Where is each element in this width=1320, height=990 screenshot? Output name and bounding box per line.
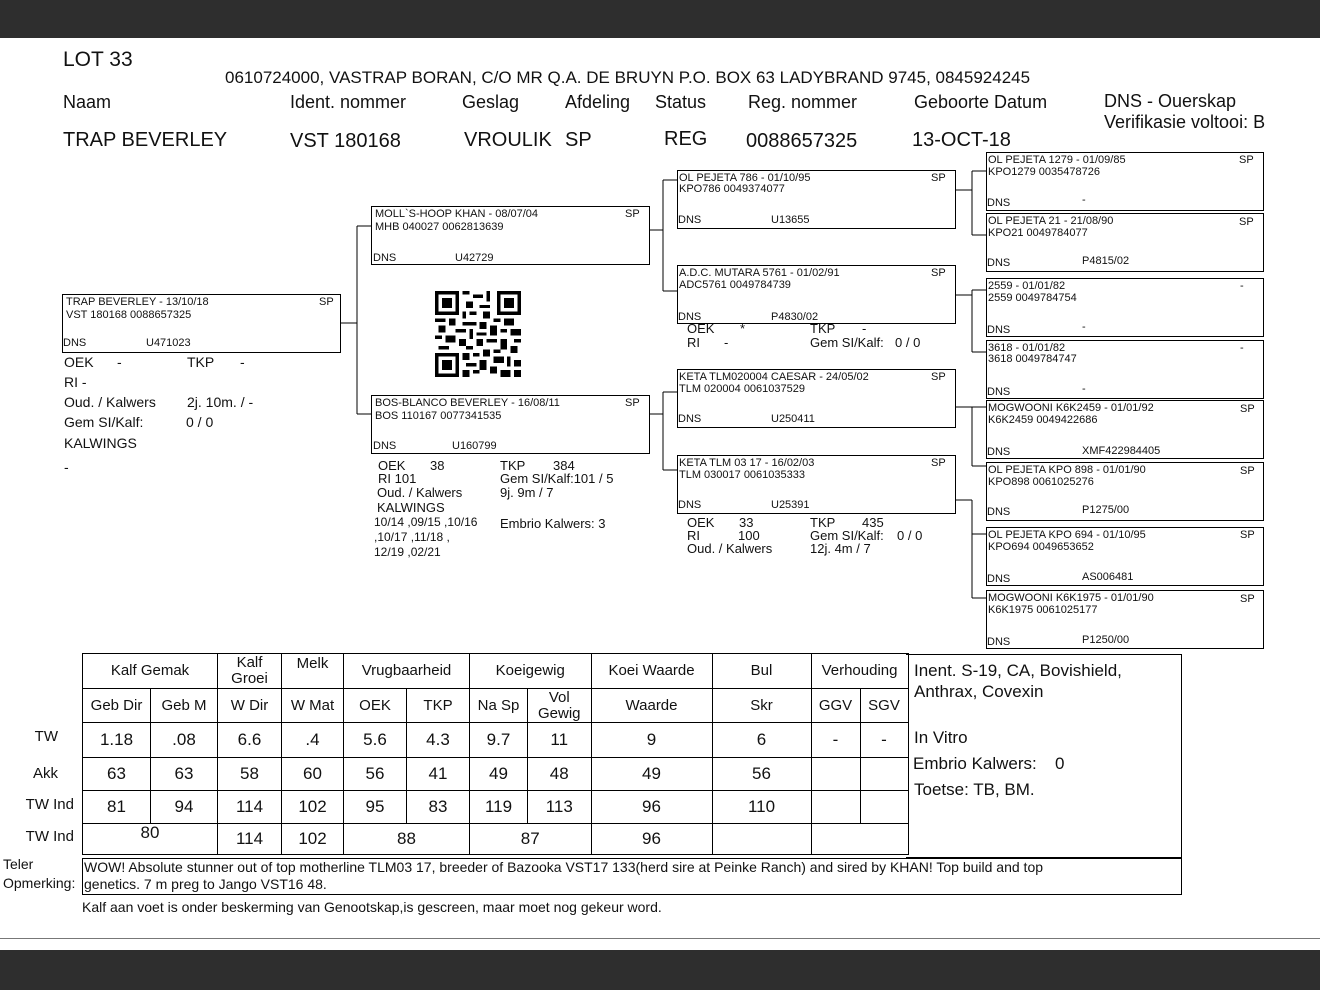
header-dns-ouerskap: DNS - Ouerskap (1104, 91, 1237, 111)
gp-oek: OEK (687, 515, 715, 530)
group-verhouding: Verhouding (811, 654, 908, 689)
tw-ind-group-cell: 87 (470, 824, 592, 855)
gp-ids: KPO786 0049374077 (679, 183, 785, 195)
row-label-tw: TW (34, 728, 58, 745)
gp-title: OL PEJETA 786 - 01/10/95 (679, 172, 811, 184)
ggp-dns: DNS (987, 257, 1011, 269)
tw-ind-cell: 114 (218, 791, 282, 824)
ggp-ids: KPO21 0049784077 (988, 227, 1088, 239)
tw-cell: 11 (528, 723, 592, 758)
sub-ggv: GGV (811, 689, 860, 723)
gp-sp: SP (931, 267, 946, 279)
tw-cell: 9 (591, 723, 712, 758)
gp-dns: DNS (678, 214, 702, 226)
tw-ind-cell: 96 (591, 791, 712, 824)
ggp-dns-value: P1250/00 (1082, 634, 1130, 646)
ggp-ids: K6K2459 0049422686 (988, 414, 1098, 426)
ggp-ids: KPO1279 0035478726 (988, 166, 1100, 178)
subject-gem-label: Gem SI/Kalf: (64, 414, 144, 430)
subject-dns-value: U471023 (146, 337, 191, 349)
dam-oek-value: 38 (430, 458, 445, 473)
gp-dns: DNS (678, 413, 702, 425)
group-koeigewig: Koeigewig (470, 654, 592, 689)
header-verifikasie: Verifikasie voltooi: B (1104, 112, 1266, 132)
dam-kalwing-dates-2: ,10/17 ,11/18 , (374, 530, 450, 544)
akk-cell (811, 758, 860, 791)
subject-ids: VST 180168 0088657325 (66, 309, 192, 321)
subject-kalwings-value: - (64, 459, 69, 475)
dam-kalwing-dates-3: 12/19 ,02/21 (374, 545, 441, 559)
gp-gem: Gem SI/Kalf: (810, 335, 884, 350)
gp-tkp-value: 435 (862, 515, 884, 530)
subject-oud-label: Oud. / Kalwers (64, 394, 156, 410)
gp-tkp: TKP (810, 515, 836, 530)
gp-ri-value: - (724, 335, 729, 350)
sire-box (371, 206, 650, 265)
remark-text-2: genetics. 7 m preg to Jango VST16 48. (84, 876, 327, 892)
dam-gem: Gem SI/Kalf:101 / 5 (500, 471, 614, 486)
sire-ids: MHB 040027 0062813639 (375, 221, 504, 233)
sire-sp: SP (625, 208, 640, 220)
gp-ri: RI (687, 528, 700, 543)
gp-ids: TLM 030017 0061035333 (679, 469, 805, 481)
gp-sp: SP (931, 172, 946, 184)
ggp-dns-value: P4815/02 (1082, 255, 1130, 267)
gp-dns-value: U13655 (771, 214, 810, 226)
dam-ids: BOS 110167 0077341535 (375, 410, 502, 422)
gp-oud-value: 12j. 4m / 7 (810, 541, 871, 556)
ggp-sp: SP (1240, 529, 1255, 541)
ggp-ids: KPO694 0049653652 (988, 541, 1094, 553)
embrio-label: Embrio Kalwers: (913, 754, 1037, 773)
ggp-sp: SP (1240, 593, 1255, 605)
ggp-box (986, 340, 1264, 399)
subject-kalwings: KALWINGS (64, 435, 137, 451)
gp-ids: TLM 020004 0061037529 (679, 383, 805, 395)
ggp-box (986, 400, 1264, 459)
gp-oek: OEK (687, 321, 715, 336)
animal-afdeling: SP (565, 129, 592, 151)
ggp-title: OL PEJETA 21 - 21/08/90 (988, 215, 1114, 227)
subject-tkp: TKP (187, 354, 215, 370)
tw-ind-cell: 119 (470, 791, 528, 824)
ggp-box (986, 213, 1264, 272)
gp-dns-value: U25391 (771, 499, 810, 511)
ggp-ids: KPO898 0061025276 (988, 476, 1094, 488)
remark-text-1: WOW! Absolute stunner out of top motherline TLM03 17, breeder of Bazooka VST17 133(herd sire at Peinke Ranch) and sired by KHAN! Top build and top (84, 859, 1044, 875)
ggp-box (986, 590, 1264, 649)
tw-ind-cell: 83 (407, 791, 470, 824)
gp-box (677, 170, 956, 229)
sub-skr: Skr (712, 689, 811, 723)
sub-tkp: TKP (407, 689, 470, 723)
ggp-dns-value: - (1082, 321, 1086, 333)
gp-dns-value: U250411 (771, 413, 815, 425)
row-label-tw-ind: TW Ind (25, 796, 74, 813)
ggp-ids: K6K1975 0061025177 (988, 604, 1098, 616)
tw-cell: 1.18 (83, 723, 151, 758)
subject-oek: OEK (64, 354, 94, 370)
dam-box (371, 395, 650, 454)
ggp-sp: SP (1240, 465, 1255, 477)
sub-sgv: SGV (860, 689, 908, 723)
gp-oek-value: 33 (739, 515, 754, 530)
tw-ind-cell: 102 (282, 791, 344, 824)
ggp-sp: SP (1240, 403, 1255, 415)
subject-sp: SP (319, 296, 334, 308)
in-vitro: In Vitro (914, 728, 968, 747)
tw-ind-cell: 110 (712, 791, 811, 824)
subject-title: TRAP BEVERLEY - 13/10/18 (66, 296, 209, 308)
sub-w-dir: W Dir (218, 689, 282, 723)
subject-ri: RI - (64, 374, 87, 390)
tw-ind-group-cell: 88 (344, 824, 470, 855)
tw-cell: 5.6 (344, 723, 407, 758)
group-kalf-gemak: Kalf Gemak (83, 654, 218, 689)
dam-dns-value: U160799 (452, 440, 497, 452)
subject-oek-value: - (117, 354, 122, 370)
subject-tkp-value: - (240, 354, 245, 370)
animal-naam: TRAP BEVERLEY (63, 129, 228, 151)
inent-line-1: Inent. S-19, CA, Bovishield, (914, 661, 1122, 680)
dam-sp: SP (625, 397, 640, 409)
ggp-sp: SP (1239, 154, 1254, 166)
dam-tkp: TKP (500, 458, 526, 473)
row-label-tw-ind: TW Ind (25, 828, 74, 845)
gp-box (677, 455, 956, 514)
dam-oud-value: 9j. 9m / 7 (500, 485, 554, 500)
tw-cell: 6.6 (218, 723, 282, 758)
gp-ids: ADC5761 0049784739 (679, 279, 791, 291)
akk-cell: 41 (407, 758, 470, 791)
gp-sp: SP (931, 457, 946, 469)
akk-cell: 49 (470, 758, 528, 791)
tw-ind-group-cell: 96 (591, 824, 712, 855)
teler-label: Teler (3, 856, 34, 872)
row-label-akk: Akk (32, 765, 58, 782)
tw-ind-group-cell (811, 824, 908, 855)
gp-box (677, 369, 956, 428)
tw-cell: - (811, 723, 860, 758)
ggp-title: OL PEJETA 1279 - 01/09/85 (988, 154, 1126, 166)
inent-line-2: Anthrax, Covexin (914, 682, 1044, 701)
tw-cell: 4.3 (407, 723, 470, 758)
ggp-title: 2559 - 01/01/82 (988, 280, 1066, 292)
gp-title: KETA TLM 03 17 - 16/02/03 (679, 457, 815, 469)
header-naam: Naam (63, 92, 112, 112)
akk-cell: 48 (528, 758, 592, 791)
gp-gem-value: 0 / 0 (897, 528, 923, 543)
dam-embrio: Embrio Kalwers: 3 (500, 516, 606, 531)
animal-geslag: VROULIK (464, 129, 552, 151)
gp-tkp: TKP (810, 321, 836, 336)
sub-na-sp: Na Sp (470, 689, 528, 723)
group-bul: Bul (712, 654, 811, 689)
gp-gem: Gem SI/Kalf: (810, 528, 884, 543)
subject-gem-value: 0 / 0 (186, 414, 214, 430)
subject-box (62, 294, 341, 353)
tw-ind-cell: 113 (528, 791, 592, 824)
animal-geboorte: 13-OCT-18 (912, 129, 1011, 151)
ggp-dns-value: P1275/00 (1082, 504, 1130, 516)
ggp-dns: DNS (987, 506, 1011, 518)
ggp-dns: DNS (987, 324, 1011, 336)
ggp-title: OL PEJETA KPO 898 - 01/01/90 (988, 464, 1146, 476)
gp-box (677, 265, 956, 324)
ggp-title: 3618 - 01/01/82 (988, 342, 1066, 354)
subject-oud-value: 2j. 10m. / - (187, 394, 254, 410)
header-afdeling: Afdeling (565, 92, 631, 112)
tw-ind-cell: 94 (151, 791, 218, 824)
header-geslag: Geslag (462, 92, 520, 112)
ggp-dns: DNS (987, 197, 1011, 209)
ggp-box (986, 278, 1264, 337)
tw-ind-group-cell (712, 824, 811, 855)
footnote: Kalf aan voet is onder beskerming van Genootskap,is gescreen, maar moet nog gekeur word. (82, 899, 662, 915)
sub-geb-dir: Geb Dir (83, 689, 151, 723)
dam-oud: Oud. / Kalwers (377, 485, 463, 500)
ggp-title: MOGWOONI K6K2459 - 01/01/92 (988, 402, 1154, 414)
lot-number: LOT 33 (63, 48, 133, 71)
tw-ind-cell: 95 (344, 791, 407, 824)
header-status: Status (655, 92, 707, 112)
group-kalf-groei: Kalf Groei (218, 654, 282, 689)
akk-cell: 63 (151, 758, 218, 791)
sub-geb-m: Geb M (151, 689, 218, 723)
group-koei-waarde: Koei Waarde (591, 654, 712, 689)
ggp-box (986, 152, 1264, 211)
tw-ind-group-cell: 80 (83, 824, 218, 855)
toetse: Toetse: TB, BM. (914, 780, 1035, 799)
tw-cell: - (860, 723, 908, 758)
akk-cell: 56 (712, 758, 811, 791)
gp-tkp-value: - (862, 321, 867, 336)
qr-code (433, 291, 523, 377)
gp-title: A.D.C. MUTARA 5761 - 01/02/91 (679, 267, 840, 279)
ebv-table (82, 653, 909, 855)
ggp-dns-value: AS006481 (1082, 571, 1134, 583)
gp-dns: DNS (678, 311, 702, 323)
sub-waarde: Waarde (591, 689, 712, 723)
group-vrugbaarheid: Vrugbaarheid (344, 654, 470, 689)
ggp-dns-value: - (1082, 383, 1086, 395)
ggp-box (986, 527, 1264, 586)
sub-w-mat: W Mat (282, 689, 344, 723)
group-melk: Melk (282, 654, 344, 689)
tw-cell: .08 (151, 723, 218, 758)
ggp-sp: SP (1239, 216, 1254, 228)
ggp-title: OL PEJETA KPO 694 - 01/10/95 (988, 529, 1146, 541)
dam-tkp-value: 384 (553, 458, 575, 473)
akk-cell: 56 (344, 758, 407, 791)
gp-dns-value: P4830/02 (771, 311, 819, 323)
sub-vol-gewig: Vol Gewig (528, 689, 592, 723)
sire-dns: DNS (373, 252, 397, 264)
akk-cell: 63 (83, 758, 151, 791)
ggp-ids: 3618 0049784747 (988, 353, 1077, 365)
subject-dns: DNS (63, 337, 87, 349)
opmerking-label: Opmerking: (3, 875, 76, 891)
sire-title: MOLL`S-HOOP KHAN - 08/07/04 (375, 208, 539, 220)
tw-ind-group-cell: 114 (218, 824, 282, 855)
dam-oek: OEK (378, 458, 406, 473)
owner-line: 0610724000, VASTRAP BORAN, C/O MR Q.A. DE BRUYN P.O. BOX 63 LADYBRAND 9745, 0845924245 (225, 68, 1031, 87)
ggp-title: MOGWOONI K6K1975 - 01/01/90 (988, 592, 1154, 604)
ggp-dns: DNS (987, 446, 1011, 458)
gp-oud: Oud. / Kalwers (687, 541, 773, 556)
gp-ri: RI (687, 335, 700, 350)
tw-cell: 6 (712, 723, 811, 758)
sub-oek: OEK (344, 689, 407, 723)
akk-cell: 60 (282, 758, 344, 791)
sire-dns-value: U42729 (455, 252, 494, 264)
tw-cell: .4 (282, 723, 344, 758)
dam-dns: DNS (373, 440, 397, 452)
animal-reg: 0088657325 (746, 130, 858, 152)
header-geboorte: Geboorte Datum (914, 92, 1048, 112)
animal-status: REG (664, 128, 708, 150)
dam-title: BOS-BLANCO BEVERLEY - 16/08/11 (375, 397, 560, 409)
gp-oek-value: * (740, 321, 746, 336)
ggp-dns: DNS (987, 636, 1011, 648)
ggp-sp: - (1240, 342, 1244, 354)
ggp-dns-value: - (1082, 194, 1086, 206)
animal-ident: VST 180168 (290, 130, 401, 152)
ggp-dns: DNS (987, 573, 1011, 585)
akk-cell (860, 758, 908, 791)
header-reg: Reg. nommer (748, 92, 858, 112)
dam-kalwings: KALWINGS (377, 500, 445, 515)
header-ident: Ident. nommer (290, 92, 407, 112)
gp-title: KETA TLM020004 CAESAR - 24/05/02 (679, 371, 869, 383)
tw-ind-cell: 81 (83, 791, 151, 824)
gp-sp: SP (931, 371, 946, 383)
akk-cell: 49 (591, 758, 712, 791)
tw-ind-cell (860, 791, 908, 824)
tw-ind-group-cell: 102 (282, 824, 344, 855)
ggp-ids: 2559 0049784754 (988, 292, 1077, 304)
tw-ind-cell (811, 791, 860, 824)
ggp-dns-value: XMF422984405 (1082, 445, 1161, 457)
ggp-box (986, 462, 1264, 521)
ggp-dns: DNS (987, 386, 1011, 398)
gp-gem-value: 0 / 0 (895, 335, 921, 350)
gp-dns: DNS (678, 499, 702, 511)
ggp-sp: - (1240, 280, 1244, 292)
embrio-value: 0 (1055, 754, 1065, 773)
gp-ri-value: 100 (738, 528, 760, 543)
dam-ri: RI 101 (378, 471, 417, 486)
tw-cell: 9.7 (470, 723, 528, 758)
akk-cell: 58 (218, 758, 282, 791)
dam-kalwing-dates-1: 10/14 ,09/15 ,10/16 (374, 515, 478, 529)
